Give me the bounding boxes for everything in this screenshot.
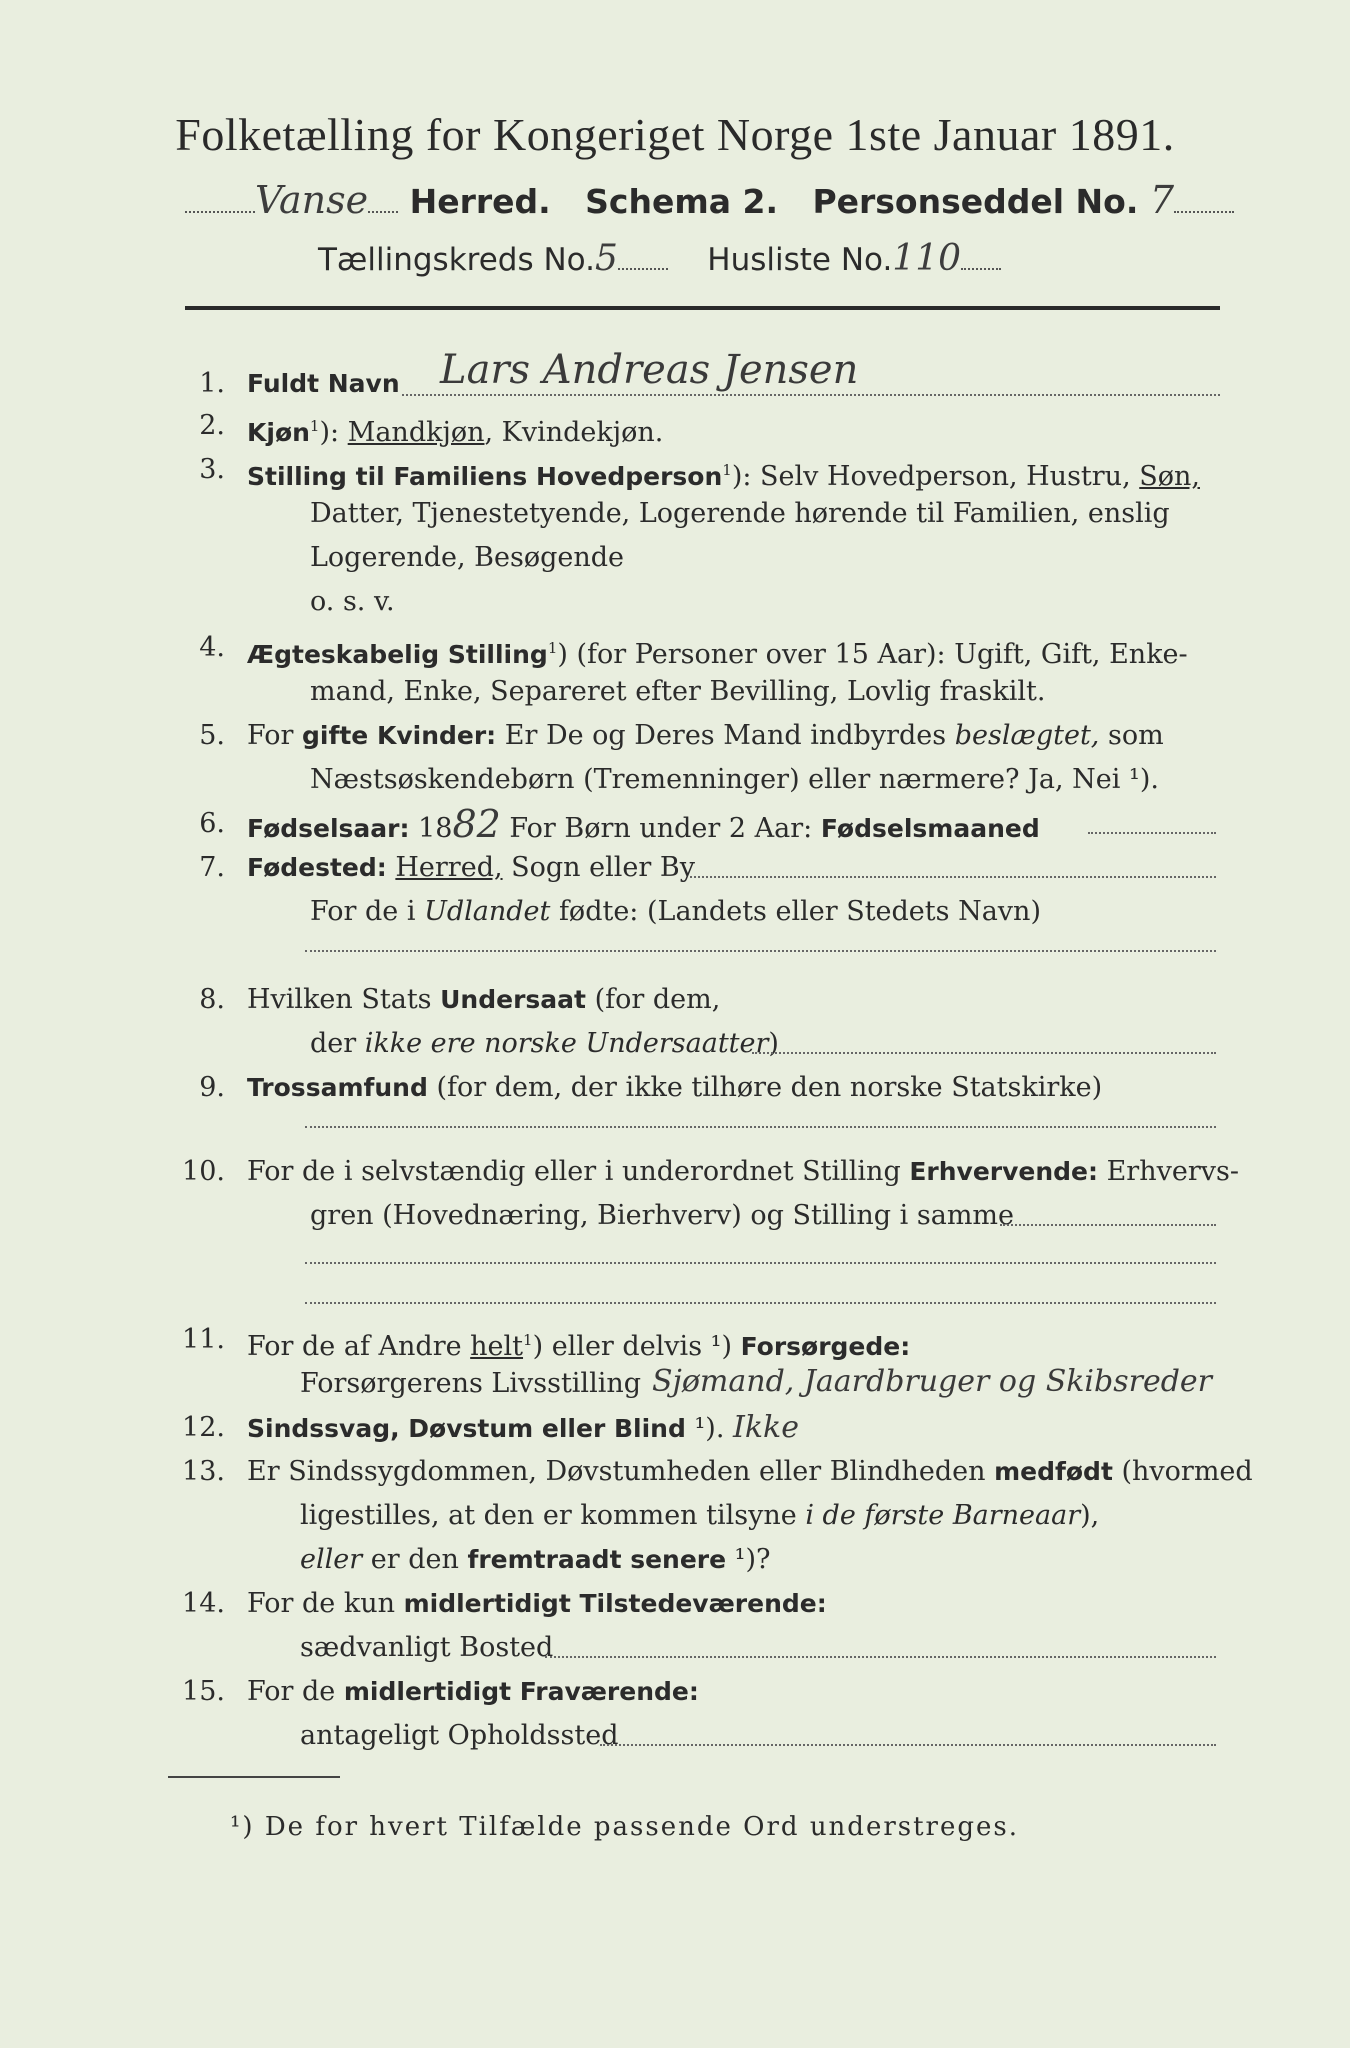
text: )	[768, 1028, 779, 1059]
answer-line	[305, 1302, 1216, 1304]
text: ¹).	[685, 1413, 725, 1444]
item-number: 15.	[182, 1676, 225, 1707]
question-label: gifte Kvinder:	[302, 721, 497, 750]
text: Logerende, Besøgende	[310, 542, 624, 573]
option-underlined: Herred,	[395, 852, 503, 883]
item-number: 12.	[182, 1412, 225, 1443]
text: For de af Andre	[247, 1331, 471, 1362]
text: antageligt Opholdssted	[300, 1720, 619, 1751]
text: Udlandet	[424, 896, 551, 927]
header-line-herred	[185, 178, 1234, 222]
item-number: 5.	[199, 720, 225, 751]
header-rule	[185, 306, 1220, 310]
answer-line	[752, 1052, 1216, 1054]
answer-disability: Ikke	[733, 1410, 799, 1445]
text: Forsørgerens Livsstilling	[300, 1368, 642, 1399]
question-label: midlertidigt Tilstedeværende:	[403, 1589, 827, 1618]
header-line-kreds	[318, 238, 1001, 279]
text: (for dem,	[585, 984, 721, 1015]
footnote-ref: 1	[309, 417, 320, 435]
text: Næstsøskendebørn (Tremenninger) eller nærmere? Ja, Nei ¹).	[310, 764, 1159, 795]
item-number: 6.	[199, 808, 225, 839]
text: For	[247, 720, 303, 751]
text: Erhvervs-	[1098, 1156, 1239, 1187]
question-label: Fødselsmaaned	[820, 814, 1040, 843]
text: som	[1099, 720, 1164, 751]
question-label: midlertidigt Fraværende:	[343, 1677, 699, 1706]
item-number: 14.	[182, 1588, 225, 1619]
answer-line	[1000, 1224, 1216, 1226]
text: Er De og Deres Mand indbyrdes	[496, 720, 955, 751]
item-number: 2.	[199, 410, 225, 441]
text: ikke ere norske Undersaatter	[364, 1028, 769, 1059]
question-label: Fuldt Navn	[247, 369, 400, 398]
answer-full-name: Lars Andreas Jensen	[440, 347, 859, 393]
text: sædvanligt Bosted	[300, 1632, 554, 1663]
footnote-ref: 1	[722, 461, 732, 479]
footnote-rule	[168, 1776, 340, 1778]
answer-line	[545, 1656, 1216, 1658]
item-number: 9.	[199, 1072, 225, 1103]
answer-line	[305, 1262, 1216, 1264]
husliste-label: Husliste No.	[707, 242, 893, 278]
option-underlined: Søn,	[1139, 461, 1200, 492]
text: For Børn under 2 Aar:	[500, 813, 821, 844]
text: 18	[409, 813, 453, 844]
text: For de kun	[247, 1588, 404, 1619]
text: ¹)?	[726, 1544, 771, 1575]
question-label: Stilling til Familiens Hovedperson	[247, 462, 723, 491]
text: Er Sindssygdommen, Døvstumheden eller Blindheden	[247, 1456, 995, 1487]
text: ) eller delvis ¹)	[532, 1331, 741, 1362]
item-number: 4.	[199, 632, 225, 663]
text: Datter, Tjenestetyende, Logerende hørende til Familien, enslig	[310, 498, 1170, 529]
personseddel-label: Personseddel No.	[812, 182, 1139, 221]
answer-birth-year: 82	[452, 802, 501, 846]
answer-line	[600, 1744, 1216, 1746]
text: ),	[1080, 1500, 1100, 1531]
text: ):	[319, 417, 348, 448]
item-number: 10.	[182, 1156, 225, 1187]
footnote: ¹) De for hvert Tilfælde passende Ord understreges.	[230, 1812, 1020, 1842]
item-number: 3.	[199, 454, 225, 485]
text: Sogn eller By	[502, 852, 695, 883]
text: For de i	[310, 896, 425, 927]
form-title: Folketælling for Kongeriget Norge 1ste Januar 1891.	[175, 109, 1175, 160]
answer-line	[690, 876, 1216, 878]
personseddel-value: 7	[1149, 178, 1175, 222]
footnote-ref: 1	[523, 1331, 533, 1349]
text: gren (Hovednæring, Bierhverv) og Stilling i samme	[310, 1200, 1015, 1231]
text: ) (for Personer over 15 Aar): Ugift, Gift, Enke-	[557, 639, 1188, 670]
text: , Kvindekjøn.	[484, 417, 664, 448]
husliste-value: 110	[892, 238, 962, 279]
question-label: Forsørgede:	[740, 1332, 911, 1361]
text: ligestilles, at den er kommen tilsyne	[300, 1500, 806, 1531]
text: For de i selvstændig eller i underordnet Stilling	[247, 1156, 910, 1187]
option-underlined: Mandkjøn	[347, 417, 485, 448]
herred-label: Herred.	[409, 182, 551, 221]
text: beslægtet,	[954, 720, 1100, 751]
answer-line	[305, 1126, 1216, 1128]
question-label: fremtraadt senere	[467, 1545, 727, 1574]
item-number: 13.	[182, 1456, 225, 1487]
item-number: 8.	[199, 984, 225, 1015]
question-label: Sindssvag, Døvstum eller Blind	[247, 1414, 686, 1443]
text: mand, Enke, Separeret efter Bevilling, Lovlig fraskilt.	[310, 676, 1046, 707]
question-label: Kjøn	[247, 418, 310, 447]
question-label: Fødested:	[247, 853, 387, 882]
option-underlined: helt	[470, 1331, 524, 1362]
answer-provider-occupation: Sjømand, Jaardbruger og Skibsreder	[652, 1364, 1213, 1399]
question-label: Erhvervende:	[909, 1157, 1099, 1186]
text: Hvilken Stats	[247, 984, 441, 1015]
text: i de første Barneaar	[805, 1500, 1081, 1531]
text: For de	[247, 1676, 344, 1707]
text: (for dem, der ikke tilhøre den norske Statskirke)	[427, 1072, 1103, 1103]
text: o. s. v.	[310, 586, 395, 617]
question-label: Trossamfund	[247, 1073, 428, 1102]
question-label: Undersaat	[440, 985, 586, 1014]
text: ): Selv Hovedperson, Hustru,	[731, 461, 1140, 492]
text: er den	[362, 1544, 468, 1575]
schema-label: Schema 2.	[585, 182, 778, 221]
question-label: Fødselsaar:	[247, 814, 410, 843]
footnote-ref: 1	[547, 639, 558, 657]
kreds-label: Tællingskreds No.	[318, 242, 595, 278]
item-number: 7.	[199, 852, 225, 883]
text: fødte: (Landets eller Stedets Navn)	[550, 896, 1041, 927]
answer-line	[402, 394, 1220, 396]
herred-value: Vanse	[255, 178, 369, 222]
text: der	[310, 1028, 365, 1059]
text: eller	[300, 1544, 363, 1575]
kreds-value: 5	[594, 238, 618, 279]
item-number: 11.	[182, 1324, 225, 1355]
answer-line	[305, 950, 1216, 952]
question-label: medfødt	[994, 1457, 1113, 1486]
item-number: 1.	[199, 368, 225, 399]
text: (hvormed	[1112, 1456, 1253, 1487]
answer-line	[1088, 832, 1216, 834]
question-label: Ægteskabelig Stilling	[247, 640, 548, 669]
